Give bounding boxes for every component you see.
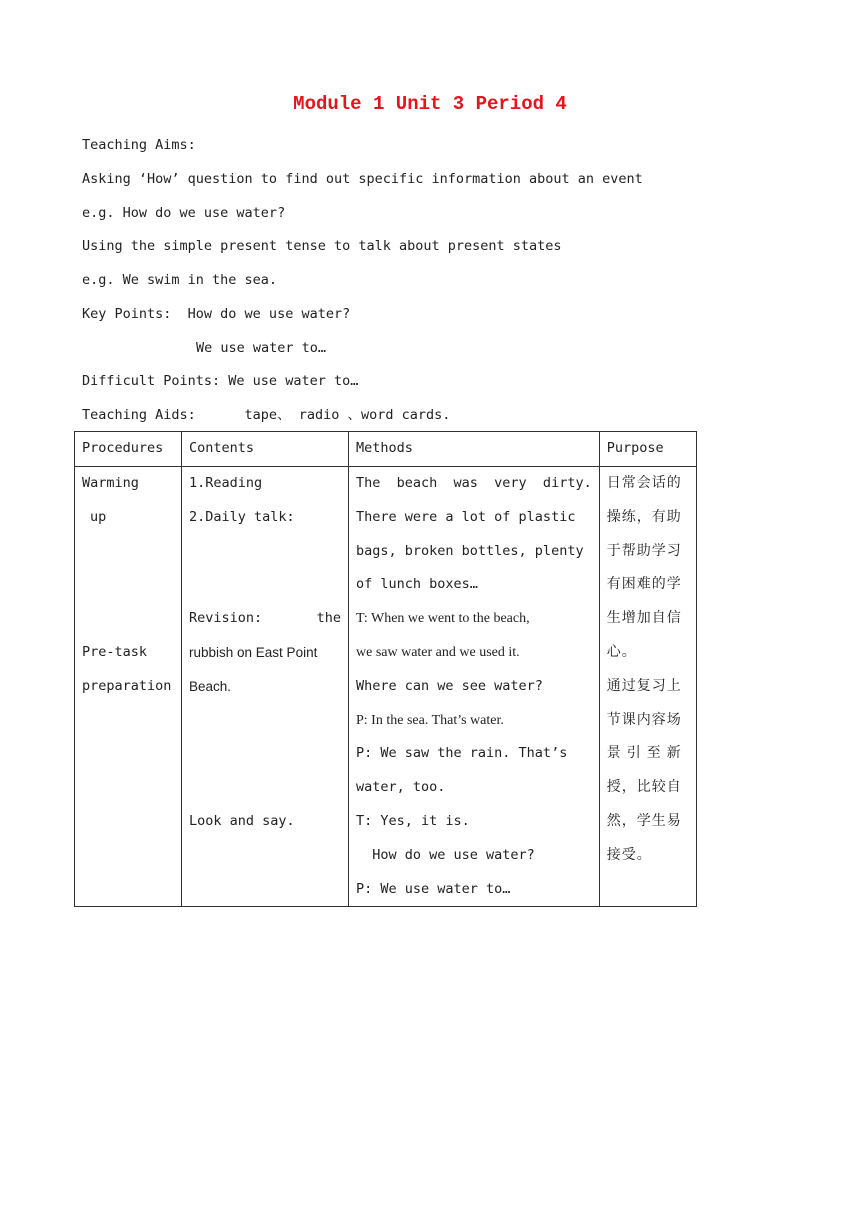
header-methods: Methods [349, 432, 600, 467]
method-line: P: We saw the rain. That’s [356, 745, 568, 762]
aim-example-2: e.g. We swim in the sea. [82, 272, 278, 288]
table-header-row [75, 432, 697, 467]
content-revision-the: the [316, 610, 341, 627]
method-line: P: In the sea. That’s water. [356, 712, 504, 728]
aim-line-1: Asking ‘How’ question to find out specific information about an event [82, 171, 643, 187]
content-revision [189, 602, 341, 636]
key-points: Key Points: How do we use water? [82, 306, 351, 322]
purpose-line: 景引至新 [606, 745, 687, 762]
purpose-line: 于帮助学习 [606, 542, 682, 559]
purpose-line: 日常会话的 [606, 475, 682, 491]
table-row [75, 467, 697, 907]
content-revision-label: Revision: [189, 610, 263, 627]
purpose-line: 心。 [606, 643, 637, 660]
purpose-line: 操练，有助 [606, 508, 682, 525]
teaching-aims-heading: Teaching Aims: [82, 137, 196, 153]
purpose-line: 授，比较自 [606, 779, 682, 796]
procedure-warming-up: up [90, 508, 107, 525]
page-title: Module 1 Unit 3 Period 4 [293, 93, 567, 115]
method-line: of lunch boxes… [356, 576, 478, 593]
content-daily-talk: 2.Daily talk: [189, 508, 295, 525]
purpose-cell [599, 467, 696, 907]
method-line: we saw water and we used it. [356, 644, 520, 660]
header-contents: Contents [182, 432, 349, 467]
contents-cell [182, 467, 349, 907]
method-line: P: We use water to… [356, 880, 511, 897]
header-purpose: Purpose [599, 432, 696, 467]
teaching-aids: Teaching Aids: tape、 radio 、word cards. [82, 407, 451, 423]
aim-example-1: e.g. How do we use water? [82, 205, 286, 221]
procedure-preparation: preparation [82, 677, 172, 694]
content-reading: 1.Reading [189, 475, 263, 491]
methods-cell [349, 467, 600, 907]
purpose-line: 生增加自信 [606, 610, 682, 627]
method-line: T: When we went to the beach, [356, 611, 530, 627]
header-procedures: Procedures [75, 432, 182, 467]
procedures-cell [75, 467, 182, 907]
method-line: How do we use water? [356, 846, 535, 863]
aim-line-2: Using the simple present tense to talk about present states [82, 238, 562, 254]
method-line: The beach was very dirty. [356, 475, 592, 491]
purpose-line: 节课内容场 [606, 711, 682, 728]
method-line: Where can we see water? [356, 677, 543, 694]
method-line: water, too. [356, 779, 446, 796]
method-line: There were a lot of plastic [356, 508, 576, 525]
purpose-line: 接受。 [606, 846, 652, 863]
purpose-line: 然，学生易 [606, 812, 682, 829]
lesson-plan-table [74, 431, 697, 907]
procedure-pretask: Pre-task [82, 643, 148, 660]
purpose-line: 通过复习上 [606, 677, 682, 694]
difficult-points: Difficult Points: We use water to… [82, 373, 359, 389]
procedure-warming: Warming [82, 475, 139, 491]
key-points-continued: We use water to… [196, 340, 327, 356]
purpose-line: 有困难的学 [606, 576, 682, 593]
content-revision-line-2: rubbish on East Point [189, 644, 318, 660]
content-revision-line-3: Beach. [189, 678, 232, 694]
method-line: T: Yes, it is. [356, 812, 470, 829]
method-line: bags, broken bottles, plenty [356, 542, 584, 559]
content-look-and-say: Look and say. [189, 812, 295, 829]
